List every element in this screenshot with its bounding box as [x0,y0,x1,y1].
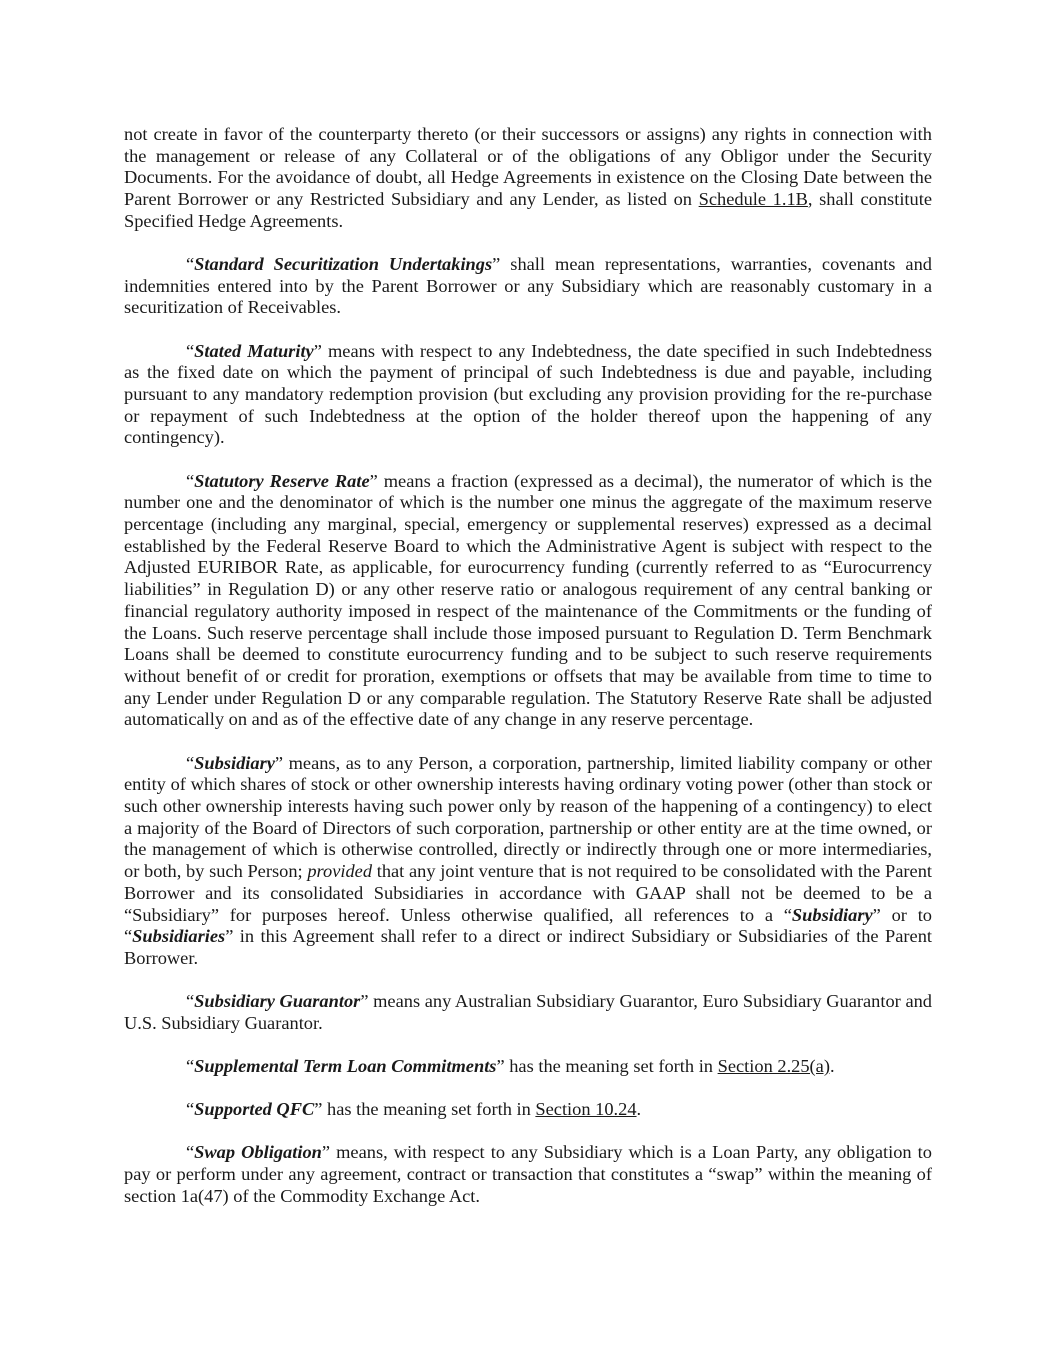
paragraph-text: not create in favor of the counterparty thereto (or their successors or assigns) any rights in connection with the management or release of any Collateral or of the obligations of any Obligor under the Security Documents. For the avoidance of doubt, all Hedge Agreements in existence on the Closing Date between the Parent Borrower or any Restricted Subsidiary and any Lender, as listed on [124,124,932,210]
schedule-reference[interactable]: Schedule 1.1B [698,189,808,210]
defined-term: Subsidiary [194,752,275,773]
definition-text: ” shall mean representations, warranties, covenants and indemnities entered into by the Parent Borrower or any Subsidiary which are reasonably customary in a securitization of Receivables. [124,254,932,318]
definition-subsidiary [124,753,932,970]
definition-stated-maturity [124,341,932,450]
definition-text: ” means a fraction (expressed as a decimal), the numerator of which is the number one and the denominator of which is the number one minus the aggregate of the maximum reserve percentage (including any marginal, special, emergency or supplemental reserves) expressed as a decimal established by the Federal Reserve Board to which the Administrative Agent is subject with respect to the Adjusted EURIBOR Rate, as applicable, for eurocurrency funding (currently referred to as “Eurocurrency liabilities” in Regulation D) or any other reserve ratio or analogous requirement of any central banking or financial regulatory authority imposed in respect of the maintenance of the Commitments or the funding of the Loans. Such reserve percentage shall include those imposed pursuant to Regulation D. Term Benchmark Loans shall be deemed to constitute eurocurrency funding and to be subject to such reserve requirements without benefit of or credit for proration, exemptions or offsets that may be available from time to time to any Lender under Regulation D or any comparable regulation. The Statutory Reserve Rate shall be adjusted automatically on and as of the effective date of any change in any reserve percentage. [124,470,932,730]
open-quote: “ [186,1142,195,1163]
defined-term: Standard Securitization Undertakings [194,254,493,275]
definition-text: ” means any Australian Subsidiary Guarantor, Euro Subsidiary Guarantor and U.S. Subsidiary Guarantor. [124,991,932,1033]
definition-text: ” means with respect to any Indebtedness, the date specified in such Indebtedness as the fixed date on which the payment of principal of such Indebtedness is due and payable, including pursuant to any mandatory redemption provision (but excluding any provision providing for the re-purchase or repayment of such Indebtedness at the option of the holder thereof upon the happening of any contingency). [124,340,932,448]
definition-text: ” has the meaning set forth in [496,1056,718,1077]
continuation-paragraph [124,124,932,233]
definition-text: ” means, with respect to any Subsidiary which is a Loan Party, any obligation to pay or perform under any agreement, contract or transaction that constitutes a “swap” within the meaning of section 1a(47) of the Commodity Exchange Act. [124,1142,932,1206]
defined-term: Supported QFC [194,1099,315,1120]
definition-text: that any joint venture that is not required to be consolidated with the Parent Borrower and its consolidated Subsidiaries in accordance with GAAP shall not be deemed to be a “Subsidiary” for purposes hereof. Unless otherwise qualified, all references to a “ [124,861,933,925]
open-quote: “ [186,1099,195,1120]
section-reference[interactable]: Section 10.24 [535,1099,637,1120]
definition-text: ” or to “ [124,904,932,947]
definition-text: . [829,1056,835,1077]
paragraph-text: , shall constitute Specified Hedge Agreements. [124,189,933,231]
definition-standard-securitization-undertakings [124,254,932,319]
document-page [124,124,932,1229]
definition-statutory-reserve-rate [124,471,932,731]
open-quote: “ [186,1056,195,1077]
definition-text: ” in this Agreement shall refer to a direct or indirect Subsidiary or Subsidiaries of the Parent Borrower. [124,926,932,968]
open-quote: “ [186,470,195,491]
defined-term: Subsidiary Guarantor [194,991,361,1012]
open-quote: “ [186,991,195,1012]
definition-text: . [636,1099,642,1120]
open-quote: “ [186,340,195,361]
definition-text: ” means, as to any Person, a corporation, partnership, limited liability company or other entity of which shares of stock or other ownership interests having ordinary voting power (other than stock or such other ownership interests having such power only by reason of the happening of a contingency) to elect a majority of the Board of Directors of such corporation, partnership or other entity are at the time owned, or the management of which is otherwise controlled, directly or indirectly through one or more intermediaries, or both, by such Person; [124,752,932,882]
definition-text: ” has the meaning set forth in [314,1099,536,1120]
defined-term: Statutory Reserve Rate [194,470,370,491]
section-reference[interactable]: Section 2.25(a) [717,1056,830,1077]
defined-term: Supplemental Term Loan Commitments [194,1056,497,1077]
defined-term: Swap Obligation [194,1142,322,1163]
defined-term: Stated Maturity [194,340,314,361]
open-quote: “ [186,254,195,275]
open-quote: “ [186,752,195,773]
definition-supplemental-term-loan-commitments [124,1056,932,1078]
defined-term-reference: Subsidiaries [132,926,226,947]
definition-swap-obligation [124,1142,932,1207]
provided-italic: provided [307,861,373,882]
definition-subsidiary-guarantor [124,991,932,1034]
definition-supported-qfc [124,1099,932,1121]
defined-term-reference: Subsidiary [791,904,873,925]
